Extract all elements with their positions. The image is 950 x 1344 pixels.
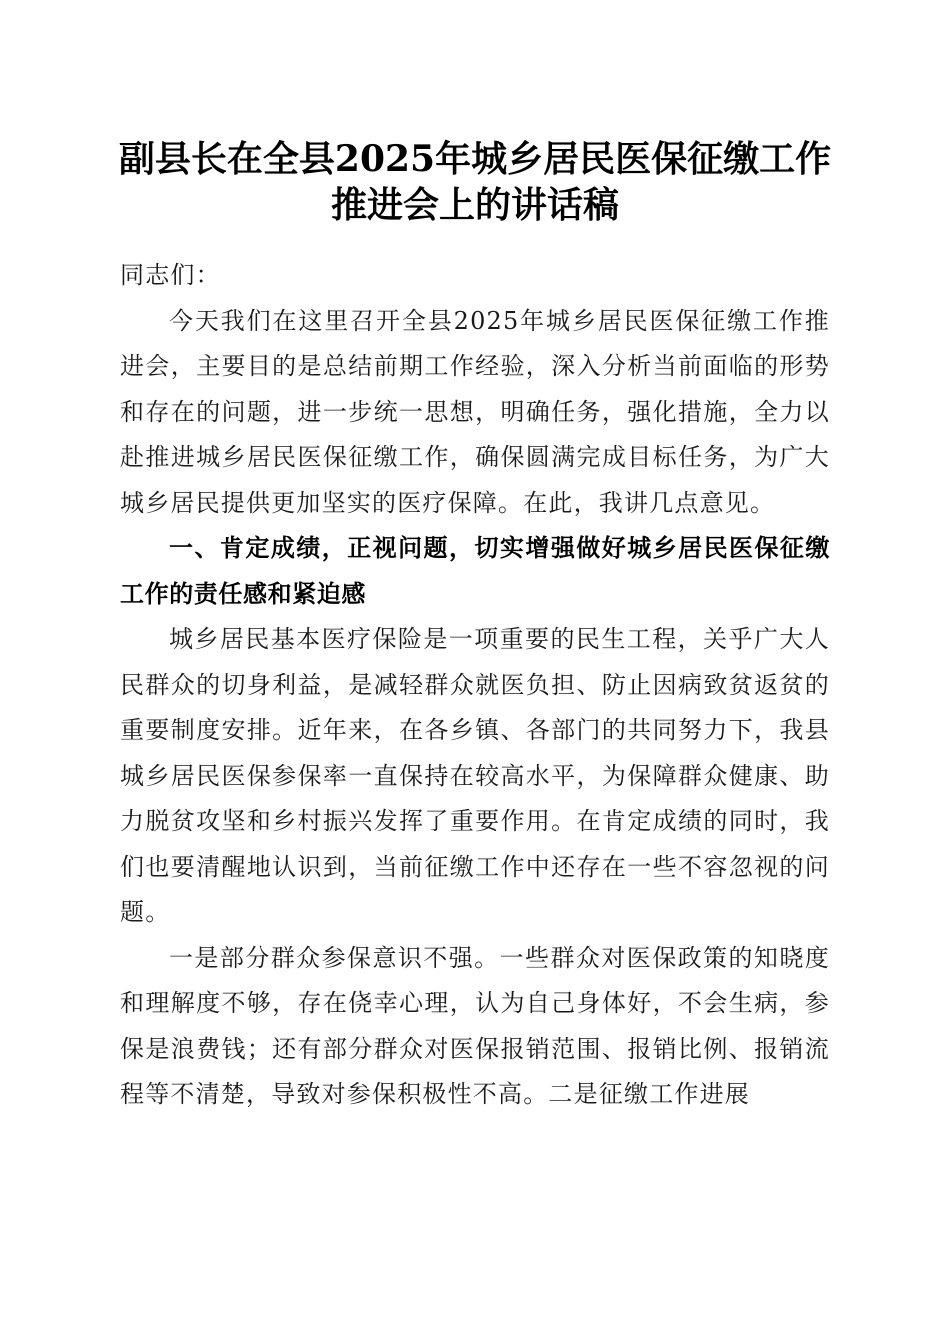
salutation: 同志们： [120, 261, 221, 289]
section-1-heading: 一、肯定成绩，正视问题，切实增强做好城乡居民医保征缴工作的责任感和紧迫感 [120, 534, 830, 608]
document-title [100, 136, 850, 228]
title-line-1: 副县长在全县2025年城乡居民医保征缴工作 [118, 138, 832, 180]
section-1-paragraph-2 [120, 936, 830, 1118]
intro-paragraph: 今天我们在这里召开全县2025年城乡居民医保征缴工作推进会，主要目的是总结前期工作经验，深入分析当前面临的形势和存在的问题，进一步统一思想，明确任务，强化措施，全力以赴推进城乡居民医保征缴工作，确保圆满完成目标任务，为广大城乡居民提供更加坚实的医疗保障。在此，我讲几点意见。 [120, 306, 830, 517]
section-1-paragraph-1: 城乡居民基本医疗保险是一项重要的民生工程，关乎广大人民群众的切身利益，是减轻群众就医负担、防止因病致贫返贫的重要制度安排。近年来，在各乡镇、各部门的共同努力下，我县城乡居民医保参保率一直保持在较高水平，为保障群众健康、助力脱贫攻坚和乡村振兴发挥了重要作用。在肯定成绩的同时，我们也要清醒地认识到，当前征缴工作中还存在一些不容忽视的问题。 [120, 625, 830, 926]
title-line-2: 推进会上的讲话稿 [330, 184, 619, 226]
paragraph-2-text: 一些群众对医保政策的知晓度和理解度不够，存在侥幸心理，认为自己身体好，不会生病，参保是浪费钱；还有部分群众对医保报销范围、报销比例、报销流程等不清楚，导致对参保积极性不高。二是征缴工作进展 [120, 943, 830, 1108]
paragraph-2-lead: 一是部分群众参保意识不强。 [169, 943, 500, 972]
document-body [120, 253, 830, 1118]
